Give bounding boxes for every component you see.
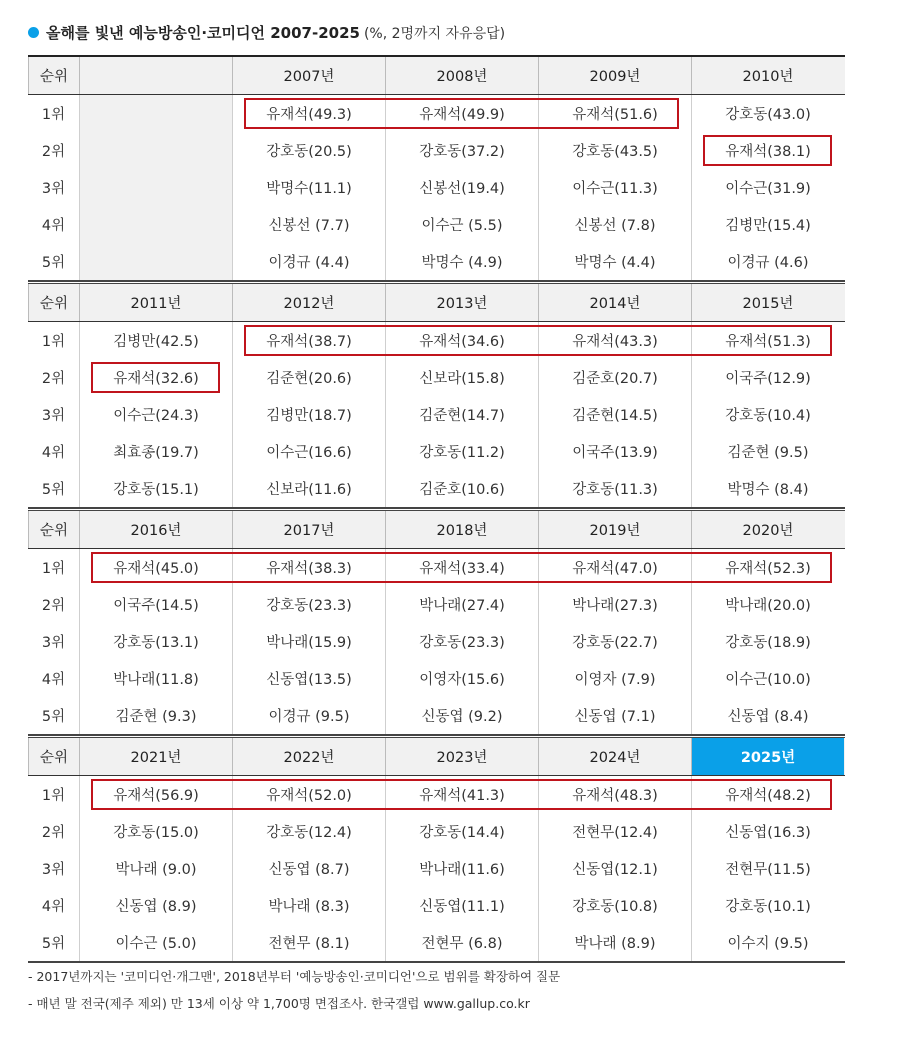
ranking-cell: 신동엽 (7.1) [538,697,691,734]
ranking-cell: 신봉선 (7.8) [538,206,691,243]
ranking-cell: 이국주(13.9) [538,433,691,470]
ranking-cell: 강호동(43.5) [538,132,691,169]
ranking-cell: 강호동(15.1) [79,470,232,507]
ranking-cell: 김병만(18.7) [232,396,385,433]
ranking-cell: 박나래 (9.0) [79,850,232,887]
table-row [28,206,845,243]
table-row [28,586,845,623]
ranking-cell: 박명수(11.1) [232,169,385,206]
ranking-cell: 신동엽(12.1) [538,850,691,887]
ranking-cell: 이수근 (5.5) [385,206,538,243]
title-text: 올해를 빛낸 예능방송인·코미디언 2007-2025 [46,24,360,42]
ranking-cell: 신보라(11.6) [232,470,385,507]
ranking-cell: 신동엽(16.3) [691,813,844,850]
table-row [28,850,845,887]
year-header: 2011년 [79,284,232,321]
ranking-cell: 이경규 (4.4) [232,243,385,280]
rank-header: 순위 [28,738,79,775]
table-row [28,322,845,359]
ranking-cell: 유재석(48.3) [538,776,691,813]
ranking-cell: 유재석(32.6) [79,359,232,396]
rank-label: 5위 [41,936,66,952]
ranking-cell: 유재석(47.0) [538,549,691,586]
year-header: 2025년 [691,738,844,775]
ranking-cell: 박나래(11.8) [79,660,232,697]
rank-label: 1위 [41,788,66,804]
ranking-cell: 이수근(31.9) [691,169,844,206]
year-header: 2007년 [232,57,385,94]
year-block [28,737,845,963]
year-header: 2020년 [691,511,844,548]
footnote-1: - 2017년까지는 '코미디언·개그맨', 2018년부터 '예능방송인·코미디언'으로 범위를 확장하여 질문 [28,969,561,984]
bullet-dot-icon [28,27,39,38]
rank-label: 3위 [41,862,66,878]
ranking-cell: 신동엽 (8.7) [232,850,385,887]
ranking-cell: 이수근(24.3) [79,396,232,433]
footnotes [28,963,560,1017]
ranking-cell: 이경규 (4.6) [691,243,844,280]
ranking-cell: 이수근 (5.0) [79,924,232,961]
ranking-cell: 김준호(20.7) [538,359,691,396]
ranking-cell: 강호동(23.3) [232,586,385,623]
ranking-cell: 이경규 (9.5) [232,697,385,734]
ranking-cell: 유재석(38.7) [232,322,385,359]
ranking-cell: 이수근(11.3) [538,169,691,206]
year-header: 2014년 [538,284,691,321]
year-header: 2019년 [538,511,691,548]
ranking-cell: 신동엽(11.1) [385,887,538,924]
ranking-cell: 강호동(11.2) [385,433,538,470]
footnote-2: - 매년 말 전국(제주 제외) 만 13세 이상 약 1,700명 면접조사. 한국갤럽 www.gallup.co.kr [28,996,530,1011]
header-row [28,57,845,95]
rank-label: 3위 [41,181,66,197]
ranking-cell: 유재석(52.0) [232,776,385,813]
rank-label: 1위 [41,561,66,577]
table-row [28,95,845,132]
table-row [28,169,845,206]
ranking-cell: 이국주(14.5) [79,586,232,623]
ranking-cell: 유재석(45.0) [79,549,232,586]
ranking-cell: 유재석(48.2) [691,776,844,813]
year-header: 2018년 [385,511,538,548]
ranking-cell: 김준현(20.6) [232,359,385,396]
ranking-cell: 강호동(12.4) [232,813,385,850]
ranking-cell: 유재석(52.3) [691,549,844,586]
ranking-cell: 강호동(22.7) [538,623,691,660]
rank-header: 순위 [28,284,79,321]
ranking-cell: 유재석(51.6) [538,95,691,132]
ranking-cell: 김준호(10.6) [385,470,538,507]
title-subtitle: (%, 2명까지 자유응답) [363,25,506,42]
ranking-cell: 강호동(10.8) [538,887,691,924]
year-header: 2016년 [79,511,232,548]
rank-label: 1위 [41,334,66,350]
ranking-cell: 강호동(18.9) [691,623,844,660]
ranking-cell: 신봉선(19.4) [385,169,538,206]
header-row [28,511,845,549]
empty-cell [79,132,232,169]
year-header: 2021년 [79,738,232,775]
ranking-cell: 강호동(13.1) [79,623,232,660]
ranking-cell: 강호동(43.0) [691,95,844,132]
rank-label: 4위 [41,672,66,688]
rank-label: 4위 [41,445,66,461]
ranking-cell: 유재석(43.3) [538,322,691,359]
table-row [28,243,845,280]
table-row [28,924,845,961]
ranking-cell: 박나래 (8.9) [538,924,691,961]
ranking-cell: 김준현(14.5) [538,396,691,433]
year-header: 2024년 [538,738,691,775]
ranking-cell: 강호동(15.0) [79,813,232,850]
year-header: 2015년 [691,284,844,321]
header-row [28,738,845,776]
ranking-cell: 김준현(14.7) [385,396,538,433]
ranking-cell: 박나래(15.9) [232,623,385,660]
table-row [28,697,845,734]
ranking-cell: 유재석(34.6) [385,322,538,359]
chart-title [28,22,505,43]
ranking-cell: 이수근(10.0) [691,660,844,697]
rank-header: 순위 [28,511,79,548]
ranking-cell: 김준현 (9.3) [79,697,232,734]
ranking-cell: 유재석(49.3) [232,95,385,132]
ranking-cell: 유재석(56.9) [79,776,232,813]
ranking-cell: 신보라(15.8) [385,359,538,396]
ranking-cell: 유재석(38.1) [691,132,844,169]
table-row [28,433,845,470]
ranking-cell: 유재석(41.3) [385,776,538,813]
ranking-cell: 신동엽 (8.9) [79,887,232,924]
ranking-cell: 강호동(20.5) [232,132,385,169]
year-header: 2023년 [385,738,538,775]
ranking-cell: 신동엽 (9.2) [385,697,538,734]
ranking-cell: 유재석(51.3) [691,322,844,359]
ranking-cell: 강호동(10.4) [691,396,844,433]
ranking-cell: 박명수 (4.4) [538,243,691,280]
ranking-cell: 박명수 (8.4) [691,470,844,507]
ranking-cell: 유재석(38.3) [232,549,385,586]
table-row [28,623,845,660]
rank-label: 2위 [41,825,66,841]
table-row [28,470,845,507]
rank-label: 2위 [41,371,66,387]
ranking-cell: 이영자 (7.9) [538,660,691,697]
rank-label: 4위 [41,899,66,915]
ranking-cell: 박나래(11.6) [385,850,538,887]
rank-label: 2위 [41,144,66,160]
table-row [28,660,845,697]
ranking-cell: 강호동(23.3) [385,623,538,660]
year-header: 2017년 [232,511,385,548]
ranking-cell: 강호동(14.4) [385,813,538,850]
rank-label: 5위 [41,255,66,271]
table-row [28,887,845,924]
ranking-cell: 신동엽 (8.4) [691,697,844,734]
ranking-cell: 이영자(15.6) [385,660,538,697]
ranking-cell: 강호동(10.1) [691,887,844,924]
empty-cell [79,206,232,243]
rank-label: 2위 [41,598,66,614]
empty-cell [79,243,232,280]
ranking-cell: 김준현 (9.5) [691,433,844,470]
ranking-table [28,55,845,963]
header-row [28,284,845,322]
rank-label: 4위 [41,218,66,234]
rank-label: 3위 [41,635,66,651]
ranking-cell: 박나래 (8.3) [232,887,385,924]
ranking-cell: 이국주(12.9) [691,359,844,396]
ranking-cell: 박나래(20.0) [691,586,844,623]
ranking-cell: 김병만(42.5) [79,322,232,359]
empty-cell [79,95,232,132]
ranking-cell: 최효종(19.7) [79,433,232,470]
year-block [28,510,845,736]
year-header: 2012년 [232,284,385,321]
table-row [28,813,845,850]
empty-cell [79,169,232,206]
rank-label: 5위 [41,482,66,498]
year-header: 2013년 [385,284,538,321]
ranking-cell: 전현무 (8.1) [232,924,385,961]
ranking-cell: 신동엽(13.5) [232,660,385,697]
ranking-cell: 강호동(11.3) [538,470,691,507]
ranking-cell: 박나래(27.3) [538,586,691,623]
table-row [28,359,845,396]
table-row [28,549,845,586]
ranking-cell: 이수근(16.6) [232,433,385,470]
year-block [28,283,845,509]
ranking-cell: 전현무(12.4) [538,813,691,850]
ranking-cell: 이수지 (9.5) [691,924,844,961]
table-row [28,396,845,433]
rank-label: 1위 [41,107,66,123]
year-header: 2010년 [691,57,844,94]
table-row [28,776,845,813]
ranking-cell: 박명수 (4.9) [385,243,538,280]
ranking-cell: 유재석(49.9) [385,95,538,132]
ranking-cell: 유재석(33.4) [385,549,538,586]
ranking-cell: 전현무 (6.8) [385,924,538,961]
ranking-cell: 강호동(37.2) [385,132,538,169]
year-header: 2008년 [385,57,538,94]
year-header: 2009년 [538,57,691,94]
rank-label: 5위 [41,709,66,725]
rank-label: 3위 [41,408,66,424]
ranking-cell: 신봉선 (7.7) [232,206,385,243]
table-row [28,132,845,169]
year-block [28,57,845,282]
ranking-cell: 전현무(11.5) [691,850,844,887]
ranking-cell: 김병만(15.4) [691,206,844,243]
rank-header: 순위 [28,57,79,94]
empty-header [79,57,232,94]
ranking-cell: 박나래(27.4) [385,586,538,623]
year-header: 2022년 [232,738,385,775]
